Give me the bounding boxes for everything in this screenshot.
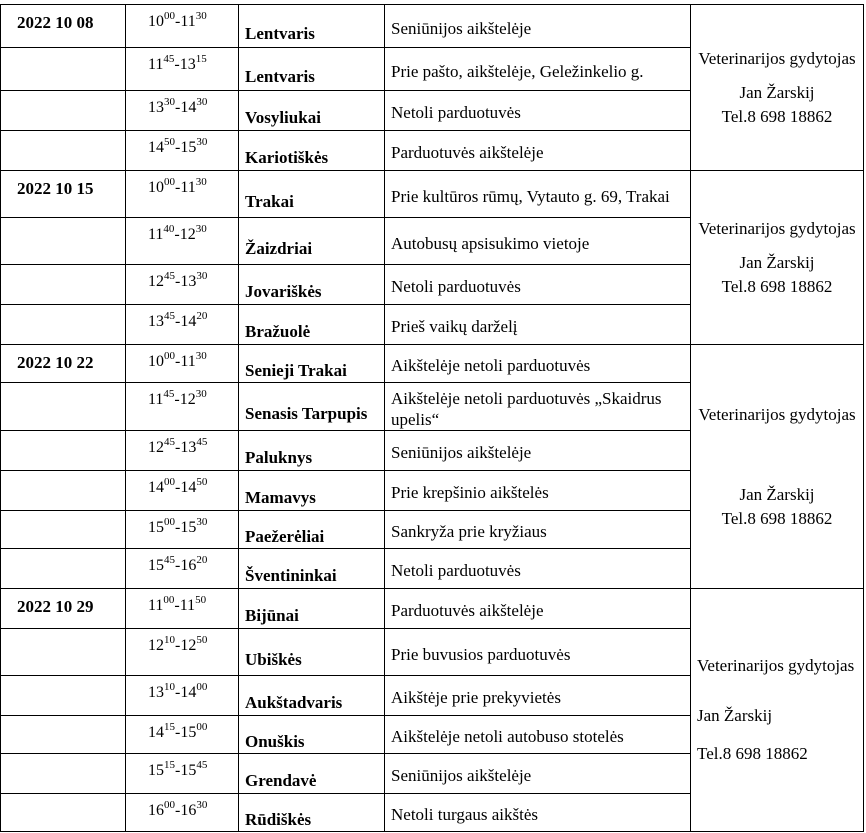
village-cell: Vosyliukai <box>239 91 385 131</box>
time-cell <box>126 383 239 431</box>
time-cell <box>126 471 239 511</box>
start-minutes: 50 <box>164 136 175 148</box>
start-hour: 12 <box>148 273 164 290</box>
end-minutes: 20 <box>196 310 208 322</box>
veterinarian-cell <box>691 171 864 345</box>
place-cell: Parduotuvės aikštelėje <box>385 131 691 171</box>
start-minutes: 00 <box>164 10 175 22</box>
schedule-row <box>1 589 864 629</box>
end-minutes: 20 <box>196 554 208 566</box>
start-hour: 14 <box>148 139 164 156</box>
start-hour: 11 <box>148 597 164 614</box>
time-cell <box>126 589 239 629</box>
start-minutes: 00 <box>164 799 175 811</box>
end-hour: 12 <box>179 391 196 408</box>
date-cell: 2022 10 15 <box>1 171 126 218</box>
time-separator: - <box>175 273 181 290</box>
time-cell <box>126 131 239 171</box>
end-minutes: 30 <box>195 388 207 400</box>
end-minutes: 00 <box>196 721 208 733</box>
time-cell <box>126 629 239 676</box>
village-cell: Mamavys <box>239 471 385 511</box>
start-minutes: 15 <box>164 721 175 733</box>
time-separator: - <box>175 557 181 574</box>
place-cell: Aikštelėje netoli autobuso stotelės <box>385 716 691 754</box>
veterinarian-cell <box>691 5 864 171</box>
village-cell: Senasis Tarpupis <box>239 383 385 431</box>
time-cell <box>126 549 239 589</box>
date-cell: 2022 10 29 <box>1 589 126 629</box>
date-cell <box>1 676 126 716</box>
village-cell: Aukštadvaris <box>239 676 385 716</box>
end-hour: 14 <box>180 313 197 330</box>
village-cell: Paežerėliai <box>239 511 385 549</box>
end-minutes: 30 <box>196 799 208 811</box>
end-hour: 15 <box>180 519 197 536</box>
date-cell <box>1 511 126 549</box>
time-separator: - <box>175 313 181 330</box>
end-hour: 11 <box>180 179 196 196</box>
time-cell <box>126 676 239 716</box>
time-separator: - <box>175 13 181 30</box>
time-separator: - <box>175 724 181 741</box>
date-cell <box>1 383 126 431</box>
time-separator: - <box>174 56 180 73</box>
start-minutes: 00 <box>164 476 175 488</box>
place-cell: Prie buvusios parduotuvės <box>385 629 691 676</box>
time-separator: - <box>175 479 181 496</box>
village-cell: Senieji Trakai <box>239 345 385 383</box>
time-separator: - <box>175 179 181 196</box>
time-separator: - <box>175 139 181 156</box>
start-minutes: 45 <box>163 388 175 400</box>
end-minutes: 00 <box>196 681 208 693</box>
start-minutes: 45 <box>164 310 175 322</box>
vet-title: Veterinarijos gydytojas <box>697 656 855 675</box>
date-cell <box>1 471 126 511</box>
village-cell: Bražuolė <box>239 305 385 345</box>
time-cell <box>126 716 239 754</box>
time-cell <box>126 754 239 794</box>
date-cell <box>1 549 126 589</box>
time-separator: - <box>175 519 181 536</box>
start-hour: 14 <box>148 724 164 741</box>
date-cell <box>1 131 126 171</box>
start-hour: 12 <box>148 439 164 456</box>
end-hour: 11 <box>180 353 196 370</box>
place-cell: Netoli parduotuvės <box>385 265 691 305</box>
place-cell: Prie kultūros rūmų, Vytauto g. 69, Trakai <box>385 171 691 218</box>
start-hour: 11 <box>148 226 164 243</box>
schedule-row <box>1 345 864 383</box>
time-cell <box>126 265 239 305</box>
time-cell <box>126 218 239 265</box>
start-minutes: 10 <box>164 634 175 646</box>
end-minutes: 30 <box>196 136 208 148</box>
start-hour: 15 <box>148 762 164 779</box>
end-minutes: 45 <box>196 759 208 771</box>
date-cell <box>1 431 126 471</box>
place-cell: Aikštelėje netoli parduotuvės „Skaidrus upelis“ <box>385 383 691 431</box>
end-minutes: 45 <box>196 436 208 448</box>
village-cell: Ubiškės <box>239 629 385 676</box>
end-minutes: 50 <box>196 634 208 646</box>
vet-title: Veterinarijos gydytojas <box>698 218 856 238</box>
start-hour: 14 <box>148 479 164 496</box>
start-hour: 10 <box>148 179 164 196</box>
vet-title: Veterinarijos gydytojas <box>698 404 856 424</box>
start-hour: 13 <box>148 99 164 116</box>
start-hour: 11 <box>148 56 164 73</box>
end-hour: 13 <box>180 439 197 456</box>
end-hour: 13 <box>180 273 197 290</box>
start-minutes: 45 <box>163 53 175 65</box>
vet-phone: Tel.8 698 18862 <box>721 276 833 296</box>
vet-name: Jan Žarskij <box>739 82 815 102</box>
start-minutes: 30 <box>164 96 175 108</box>
end-hour: 12 <box>180 637 197 654</box>
end-hour: 14 <box>180 684 197 701</box>
start-minutes: 45 <box>164 554 175 566</box>
date-cell <box>1 794 126 832</box>
time-separator: - <box>175 684 181 701</box>
vet-phone: Tel.8 698 18862 <box>697 744 808 763</box>
start-minutes: 45 <box>164 436 175 448</box>
place-cell: Aikštelėje netoli parduotuvės <box>385 345 691 383</box>
end-hour: 14 <box>180 479 197 496</box>
place-cell: Autobusų apsisukimo vietoje <box>385 218 691 265</box>
place-cell: Netoli turgaus aikštės <box>385 794 691 832</box>
place-cell: Seniūnijos aikštelėje <box>385 754 691 794</box>
date-cell <box>1 716 126 754</box>
end-hour: 15 <box>180 139 197 156</box>
end-hour: 13 <box>179 56 196 73</box>
schedule-row <box>1 171 864 218</box>
time-cell <box>126 48 239 91</box>
end-hour: 11 <box>179 597 196 614</box>
end-minutes: 30 <box>195 350 207 362</box>
start-minutes: 45 <box>164 270 175 282</box>
date-cell <box>1 91 126 131</box>
date-cell: 2022 10 08 <box>1 5 126 48</box>
end-minutes: 30 <box>196 516 208 528</box>
time-separator: - <box>174 226 180 243</box>
place-cell: Prie pašto, aikštelėje, Geležinkelio g. <box>385 48 691 91</box>
place-cell: Aikštėje prie prekyvietės <box>385 676 691 716</box>
time-separator: - <box>174 391 180 408</box>
time-separator: - <box>174 597 180 614</box>
time-cell <box>126 345 239 383</box>
start-minutes: 00 <box>164 516 175 528</box>
end-minutes: 30 <box>196 96 208 108</box>
end-minutes: 30 <box>195 10 207 22</box>
time-cell <box>126 5 239 48</box>
end-minutes: 50 <box>195 594 207 606</box>
schedule-body <box>1 5 864 832</box>
place-cell: Seniūnijos aikštelėje <box>385 5 691 48</box>
date-cell <box>1 629 126 676</box>
veterinarian-cell <box>691 345 864 589</box>
date-cell <box>1 48 126 91</box>
end-hour: 15 <box>180 724 197 741</box>
start-hour: 16 <box>148 802 164 819</box>
start-hour: 10 <box>148 353 164 370</box>
end-hour: 16 <box>180 557 197 574</box>
village-cell: Onuškis <box>239 716 385 754</box>
end-minutes: 15 <box>195 53 207 65</box>
start-minutes: 00 <box>164 350 175 362</box>
time-separator: - <box>175 439 181 456</box>
date-cell <box>1 305 126 345</box>
vet-title: Veterinarijos gydytojas <box>698 48 856 68</box>
time-cell <box>126 305 239 345</box>
start-hour: 11 <box>148 391 164 408</box>
start-hour: 13 <box>148 313 164 330</box>
end-minutes: 30 <box>195 176 207 188</box>
village-cell: Grendavė <box>239 754 385 794</box>
date-cell: 2022 10 22 <box>1 345 126 383</box>
place-cell: Sankryža prie kryžiaus <box>385 511 691 549</box>
village-cell: Paluknys <box>239 431 385 471</box>
village-cell: Lentvaris <box>239 5 385 48</box>
schedule-row <box>1 5 864 48</box>
time-cell <box>126 511 239 549</box>
time-cell <box>126 794 239 832</box>
end-minutes: 30 <box>195 223 207 235</box>
place-cell: Netoli parduotuvės <box>385 91 691 131</box>
end-hour: 16 <box>180 802 197 819</box>
date-cell <box>1 218 126 265</box>
time-separator: - <box>175 353 181 370</box>
date-cell <box>1 265 126 305</box>
start-minutes: 00 <box>163 594 175 606</box>
vet-phone: Tel.8 698 18862 <box>721 106 833 126</box>
village-cell: Kariotiškės <box>239 131 385 171</box>
start-hour: 15 <box>148 519 164 536</box>
time-separator: - <box>175 802 181 819</box>
vet-name: Jan Žarskij <box>739 484 815 504</box>
place-cell: Seniūnijos aikštelėje <box>385 431 691 471</box>
start-minutes: 40 <box>163 223 175 235</box>
village-cell: Žaizdriai <box>239 218 385 265</box>
start-minutes: 00 <box>164 176 175 188</box>
time-cell <box>126 431 239 471</box>
vet-name: Jan Žarskij <box>697 706 773 725</box>
schedule-table <box>0 4 864 832</box>
time-separator: - <box>175 99 181 116</box>
place-cell: Prieš vaikų darželį <box>385 305 691 345</box>
village-cell: Rūdiškės <box>239 794 385 832</box>
end-hour: 14 <box>180 99 197 116</box>
village-cell: Bijūnai <box>239 589 385 629</box>
start-hour: 13 <box>148 684 164 701</box>
village-cell: Šventininkai <box>239 549 385 589</box>
time-cell <box>126 171 239 218</box>
village-cell: Trakai <box>239 171 385 218</box>
village-cell: Lentvaris <box>239 48 385 91</box>
place-cell: Netoli parduotuvės <box>385 549 691 589</box>
start-hour: 12 <box>148 637 164 654</box>
end-hour: 11 <box>180 13 196 30</box>
start-hour: 15 <box>148 557 164 574</box>
start-hour: 10 <box>148 13 164 30</box>
village-cell: Jovariškės <box>239 265 385 305</box>
end-minutes: 30 <box>196 270 208 282</box>
veterinarian-cell <box>691 589 864 832</box>
time-separator: - <box>175 762 181 779</box>
end-hour: 12 <box>179 226 196 243</box>
vet-name: Jan Žarskij <box>739 252 815 272</box>
end-hour: 15 <box>180 762 197 779</box>
time-separator: - <box>175 637 181 654</box>
vet-phone: Tel.8 698 18862 <box>721 508 833 528</box>
start-minutes: 15 <box>164 759 175 771</box>
place-cell: Parduotuvės aikštelėje <box>385 589 691 629</box>
start-minutes: 10 <box>164 681 175 693</box>
time-cell <box>126 91 239 131</box>
place-cell: Prie krepšinio aikštelės <box>385 471 691 511</box>
date-cell <box>1 754 126 794</box>
end-minutes: 50 <box>196 476 208 488</box>
